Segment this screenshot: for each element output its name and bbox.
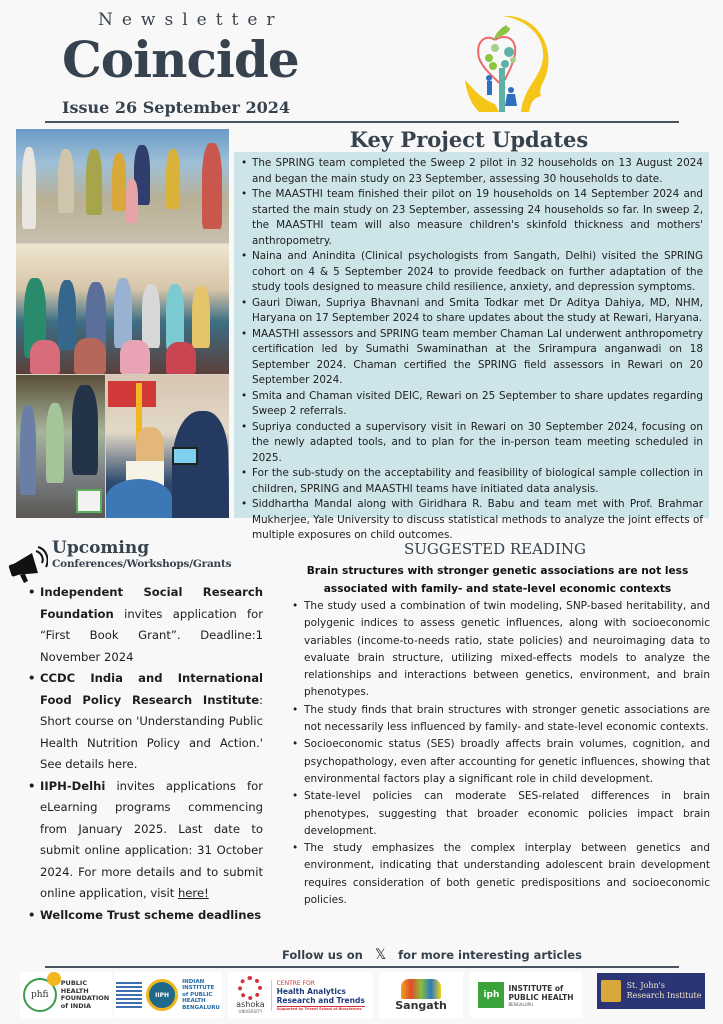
ashoka-mark: ashoka: [236, 1000, 265, 1009]
sangath-name: Sangath: [395, 998, 447, 1012]
reading-point: • The study finds that brain structures with stronger genetic associations are not necessarily less influenced by family- and state-level economic contexts.: [290, 702, 710, 737]
update-item: • Siddhartha Mandal along with Giridhara R. Babu and team met with Prof. Brahmar Mukherjee, Yale University to discuss statistical methods to analyze the joint effects of multiple exposures on child outcomes.: [240, 497, 703, 544]
iiph-line: INDIAN: [182, 978, 205, 985]
reading-point: • State-level policies can moderate SES-related differences in brain phenotypes, suggesting that broader economic policies impact brain development.: [290, 788, 710, 840]
update-item: • Smita and Chaman visited DEIC, Rewari on 25 September to share updates regarding Sweep 2 referrals.: [240, 389, 703, 420]
upcoming-item: [28, 668, 263, 776]
x-logo-icon[interactable]: 𝕏: [374, 947, 387, 963]
partner-logo-iph: [470, 972, 582, 1018]
update-item: • Naina and Anindita (Clinical psychologists from Sangath, Delhi) visited the SPRING cohort on 4 & 5 September 2024 to provide feedback on further adaptation of the study tools designed to measure child resilience, anxiety, and depression symptoms.: [240, 249, 703, 296]
sjri-line: Research Institute: [626, 991, 702, 1000]
suggested-reading-title: SUGGESTED READING: [404, 540, 586, 558]
iiph-apply-link[interactable]: here!: [177, 886, 209, 900]
team-group-outdoor-photo: [16, 129, 229, 243]
iiph-mark: IIPH: [155, 991, 170, 999]
newsletter-kicker: Newsletter: [98, 10, 284, 30]
upcoming-subtitle: Conferences/Workshops/Grants: [52, 558, 232, 570]
chart-line: CENTRE FOR: [276, 979, 315, 987]
iiph-line: BENGALURU: [182, 1004, 220, 1011]
ashoka-sub: UNIVERSITY: [238, 1009, 263, 1014]
update-item: • Supriya conducted a supervisory visit in Rewari on 30 September 2024, focusing on the newly adapted tools, and to plan for the in-person team meeting scheduled in 2025.: [240, 420, 703, 467]
upcoming-item-text: invites application for “First Book Grant”. Deadline:1 November 2024: [40, 606, 263, 664]
key-updates-panel: [234, 152, 709, 541]
key-updates-list: [240, 156, 703, 544]
iph-line: INSTITUTE of: [508, 983, 564, 993]
follow-suffix: for more interesting articles: [398, 948, 582, 962]
chart-line: Supported by Trivedi School of Biosciences: [277, 1006, 365, 1011]
iiph-line: INSTITUTE: [182, 985, 215, 992]
upcoming-item-org: Independent Social Research Foundation: [40, 585, 263, 621]
partner-logo-chart-ashoka: [228, 972, 373, 1018]
upcoming-item-org: CCDC India and International Food Policy Research Institute: [40, 671, 263, 707]
partner-logo-iiph: [114, 972, 222, 1018]
iiph-line: HEALTH: [182, 998, 206, 1005]
child-measurement-photo: [16, 375, 105, 518]
upcoming-item: [28, 905, 263, 927]
update-item: • MAASTHI assessors and SPRING team member Chaman Lal underwent anthropometry certification led by Sumathi Swaminathan at the Srirampura anganwadi on 18 September 2024. Chaman certified the SPRING field assessors in Rewari on 20 September 2024.: [240, 327, 703, 389]
newsletter-title: Coincide: [62, 30, 299, 89]
reading-point: • Socioeconomic status (SES) broadly affects brain volumes, cognition, and psychopathology, even after accounting for genetic influences, showing that environmental factors play a significant role in child development.: [290, 736, 710, 788]
phfi-line: of INDIA: [60, 1001, 92, 1010]
megaphone-icon: [8, 545, 48, 585]
update-item: • Gauri Diwan, Supriya Bhavnani and Smita Todkar met Dr Aditya Dahiya, MD, NHM, Haryana on 17 September 2024 to share updates about the study at Rewari, Haryana.: [240, 296, 703, 327]
chart-line: Health Analytics: [276, 986, 346, 996]
follow-prefix: Follow us on: [282, 948, 363, 962]
footer-divider: [45, 966, 679, 968]
update-item: • The MAASTHI team finished their pilot on 19 households on 14 September 2024 and started the main study on 23 September, assessing 24 households so far. In sweep 2, the MAASTHI team will also measure children's skinfold thickness and mothers' anthropometry.: [240, 187, 703, 249]
upcoming-item: [28, 776, 263, 905]
upcoming-title: Upcoming: [52, 538, 150, 558]
reading-point: • The study used a combination of twin modeling, SNP-based heritability, and polygenic indices to assess genetic influences, along with socioeconomic variables (income-to-needs ratio, state policies) and neuroimaging data to evaluate brain structure, utilizing mixed-effects models to analyze the relationships and interactions between genetics, environment, and brain phenotypes.: [290, 598, 710, 702]
update-item: • For the sub-study on the acceptability and feasibility of biological sample collection in children, SPRING and MAASTHI teams have initiated data analysis.: [240, 466, 703, 497]
phfi-mark: phfi: [31, 990, 49, 1000]
chart-line: Research and Trends: [276, 995, 365, 1005]
team-group-indoor-photo: [16, 244, 229, 374]
header-divider: [45, 121, 679, 123]
upcoming-item-text: : Short course on 'Understanding Public Health Nutrition Policy and Action.' See details here.: [40, 692, 263, 771]
phfi-line: HEALTH: [60, 986, 89, 995]
issue-label: Issue 26 September 2024: [62, 98, 291, 117]
partner-logo-sangath: [379, 972, 463, 1018]
child-tablet-assessment-photo: [106, 375, 229, 518]
upcoming-list: [28, 582, 263, 926]
iph-line: BENGALURU: [508, 1001, 534, 1007]
upcoming-item: [28, 582, 263, 668]
iiph-line: of PUBLIC: [182, 991, 213, 998]
article-headline: Brain structures with stronger genetic associations are not less associated with family- and state-level economic contexts: [306, 565, 689, 595]
key-updates-title: Key Project Updates: [349, 127, 589, 152]
reading-point: • The study emphasizes the complex interplay between genetics and environment, indicating that understanding adolescent brain development requires consideration of both genetic predispositions and socioeconomic policies.: [290, 840, 710, 909]
upcoming-item-org[interactable]: Wellcome Trust scheme deadlines: [40, 907, 262, 922]
sjri-line: St. John's: [626, 981, 665, 990]
partner-logo-phfi: [20, 972, 112, 1018]
upcoming-item-org: IIPH-Delhi: [40, 778, 106, 793]
phfi-line: PUBLIC: [60, 979, 88, 987]
iph-mark: iph: [478, 982, 504, 1008]
upcoming-item-text: invites applications for eLearning programs commencing from January 2025. Last date to submit online application: 31 October 2024. For more details and to submit online application, visit: [40, 778, 263, 900]
photo-collage: [16, 129, 229, 518]
follow-us-line: [282, 947, 582, 963]
suggested-reading-list: [290, 598, 710, 909]
partner-logo-sjri: [597, 973, 705, 1009]
iph-line: PUBLIC HEALTH: [508, 992, 574, 1002]
phfi-line: FOUNDATION: [60, 994, 110, 1002]
update-item: • The SPRING team completed the Sweep 2 pilot in 32 households on 13 August 2024 and began the main study on 23 September, assessing 30 households to date.: [240, 156, 703, 187]
tree-child-head-logo-icon: [465, 8, 557, 116]
